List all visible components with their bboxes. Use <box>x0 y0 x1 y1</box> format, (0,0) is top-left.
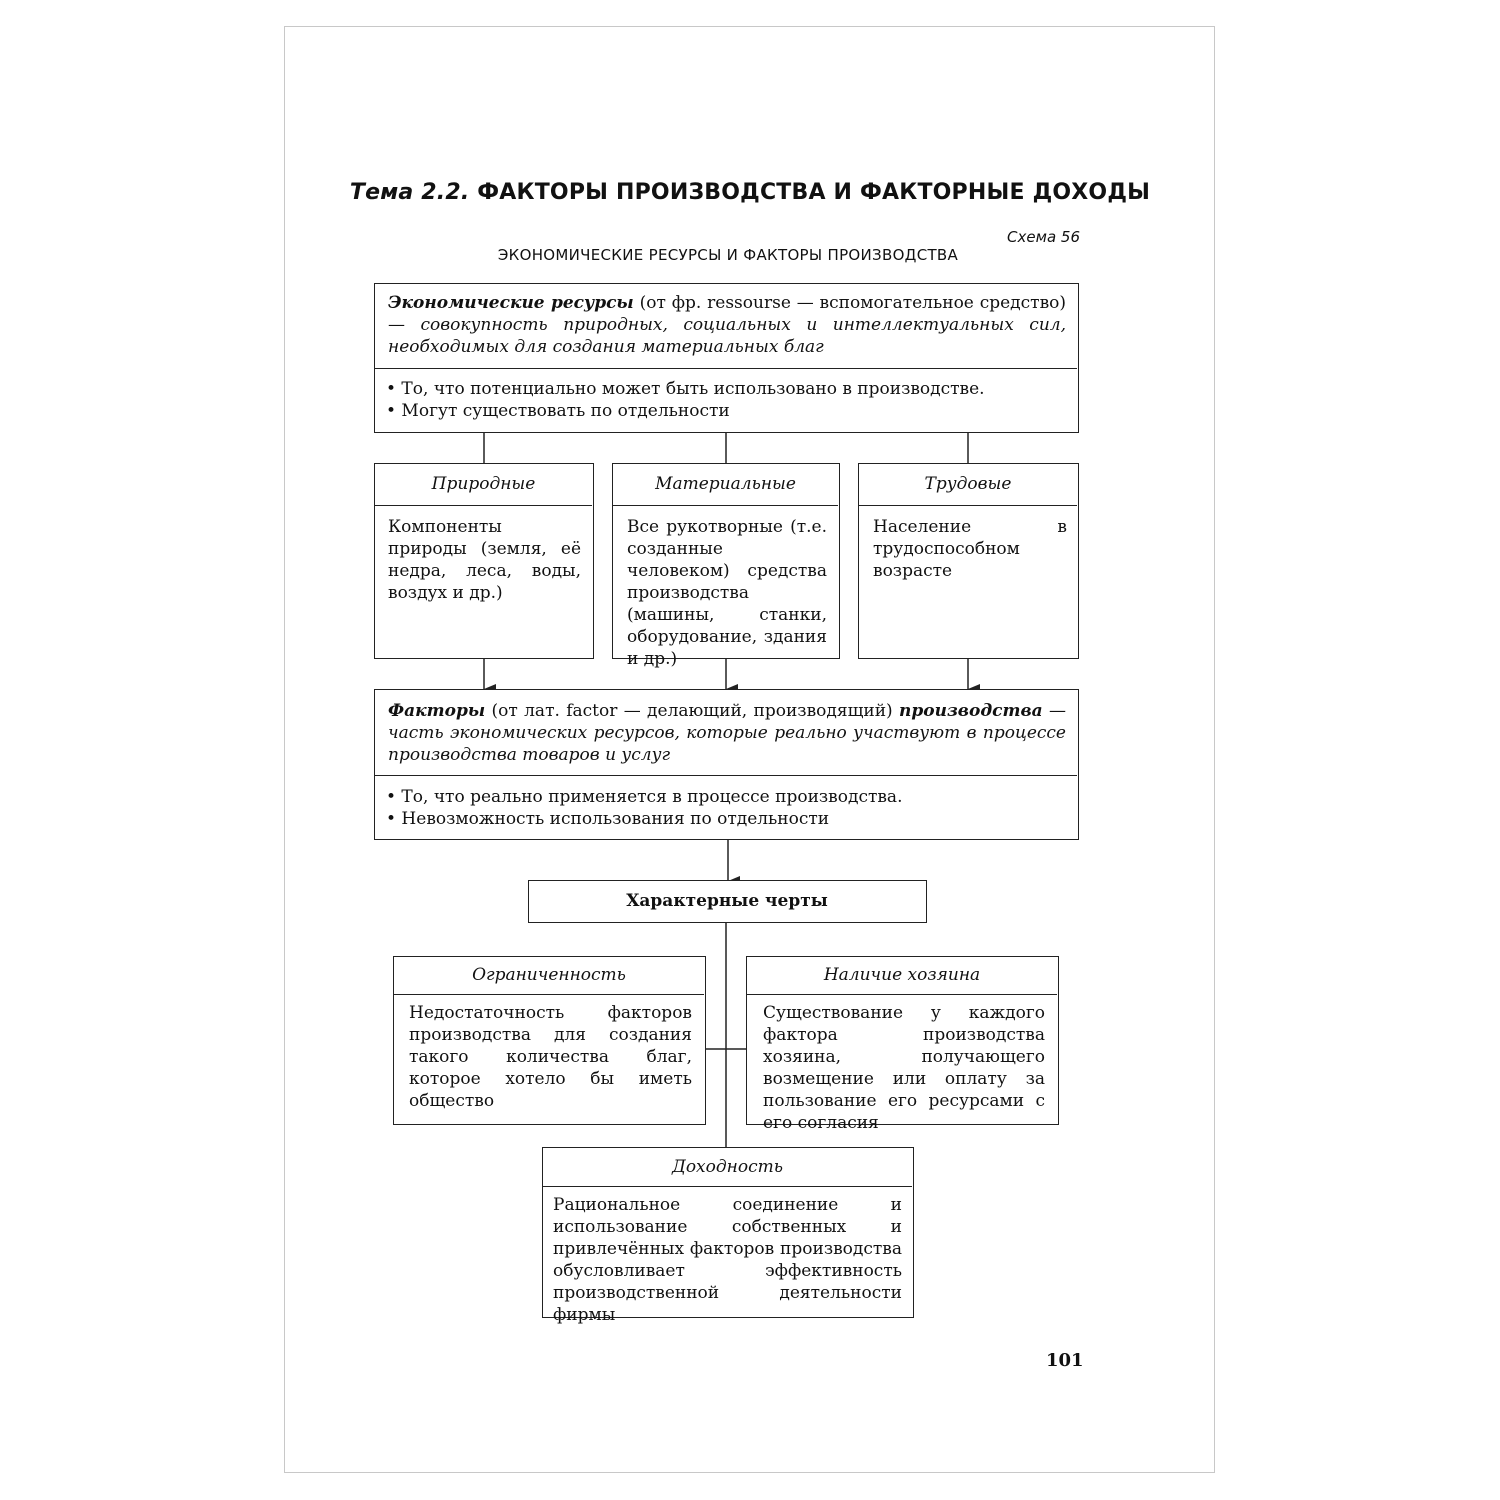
topic-title: ФАКТОРЫ ПРОИЗВОДСТВА И ФАКТОРНЫЕ ДОХОДЫ <box>477 180 1151 205</box>
feature-title: Ограниченность <box>472 965 626 985</box>
feature-title: Наличие хозяина <box>823 965 981 985</box>
resources-bullet-2: • Могут существовать по отдельности <box>386 401 730 421</box>
divider <box>375 505 592 506</box>
feature-text: Рациональное соединение и использование собственных и привлечённых факторов производства обусловливает эффективность производственной деятельности фирмы <box>553 1195 902 1325</box>
resources-term: Экономические ресурсы <box>388 293 634 313</box>
scheme-title: ЭКОНОМИЧЕСКИЕ РЕСУРСЫ И ФАКТОРЫ ПРОИЗВОДСТВА <box>497 246 959 264</box>
factors-definition <box>388 700 1066 766</box>
factors-etymology: (от лат. factor — делающий, производящий) <box>485 701 900 721</box>
feature-profitability <box>542 1147 914 1325</box>
features-title: Характерные черты <box>626 891 828 911</box>
resources-box <box>374 283 1079 433</box>
features-title-box <box>528 880 927 923</box>
factors-bullet-1: • То, что реально применяется в процессе производства. <box>386 787 903 807</box>
factors-term: Факторы <box>388 701 486 721</box>
topic-number: Тема 2.2. <box>349 180 470 205</box>
resource-type-labor <box>858 463 1079 659</box>
resource-type-natural <box>374 463 594 659</box>
factors-bullets <box>386 786 1066 830</box>
divider <box>375 368 1077 369</box>
resources-definition-text: совокупность природных, социальных и интеллектуальных сил, необходимых для создания материальных благ <box>388 315 1066 357</box>
feature-owner <box>746 956 1059 1133</box>
factors-term-2: производства <box>899 701 1043 721</box>
page-number: 101 <box>1046 1350 1084 1371</box>
factors-box <box>374 689 1079 840</box>
resource-type-material <box>612 463 840 669</box>
resource-type-title: Материальные <box>655 474 796 494</box>
resource-type-title: Трудовые <box>924 474 1012 494</box>
feature-text: Недостаточность факторов производства для создания такого количества благ, которое хотело бы иметь общество <box>409 1003 692 1111</box>
resources-etymology: (от фр. ressourse — вспомогательное средство) — <box>388 293 1067 335</box>
feature-text: Существование у каждого фактора производства хозяина, получающего возмещение или оплату за пользование его ресурсами с его согласия <box>763 1003 1045 1133</box>
divider <box>859 505 1077 506</box>
divider <box>613 505 838 506</box>
feature-limitation <box>393 956 706 1125</box>
resources-bullets <box>386 378 1066 422</box>
resources-bullet-1: • То, что потенциально может быть использовано в производстве. <box>386 379 985 399</box>
feature-title: Доходность <box>672 1157 783 1177</box>
factors-bullet-2: • Невозможность использования по отдельности <box>386 809 830 829</box>
resource-type-text: Все рукотворные (т.е. созданные человеком) средства производства (машины, станки, оборудование, здания и др.) <box>627 517 827 669</box>
divider <box>747 994 1057 995</box>
divider <box>394 994 704 995</box>
divider <box>375 775 1077 776</box>
scheme-number: Схема 56 <box>1007 228 1080 246</box>
resources-definition <box>388 292 1066 358</box>
resource-type-title: Природные <box>431 474 536 494</box>
divider <box>543 1186 912 1187</box>
resource-type-text: Население в трудоспособном возрасте <box>873 517 1067 581</box>
resource-type-text: Компоненты природы (земля, её недра, леса, воды, воздух и др.) <box>388 517 581 603</box>
factors-definition-text: — часть экономических ресурсов, которые реально участвуют в процессе производства товаров и услуг <box>388 701 1066 765</box>
